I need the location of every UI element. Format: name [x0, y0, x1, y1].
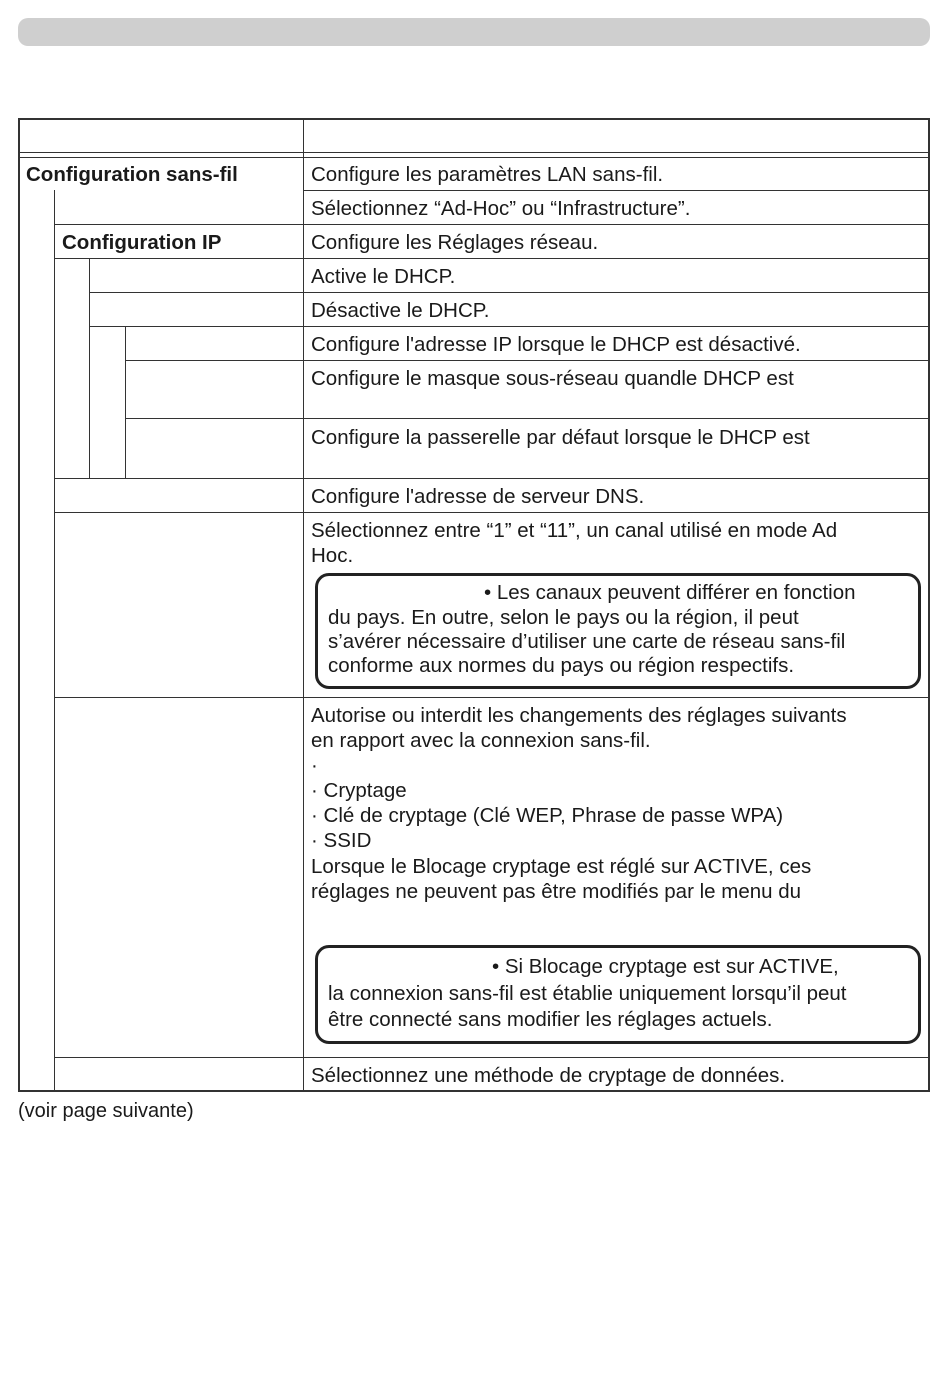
desc-channel: Hoc. [311, 544, 354, 567]
row-divider [54, 512, 930, 513]
row-divider [54, 224, 930, 225]
note-text: • Si Blocage cryptage est sur ACTIVE, [492, 955, 839, 978]
desc-subnet-mask: Configure le masque sous-réseau quandle DHCP est [311, 367, 794, 390]
row-divider [54, 478, 930, 479]
tree-guide [54, 190, 55, 1092]
header-rule [18, 157, 930, 158]
row-divider [303, 190, 930, 191]
label-configuration-ip: Configuration IP [62, 231, 222, 254]
note-text: du pays. En outre, selon le pays ou la région, il peut [328, 606, 799, 629]
desc-dhcp-off: Désactive le DHCP. [311, 299, 490, 322]
row-divider [54, 1057, 930, 1058]
footer-continued: (voir page suivante) [18, 1100, 194, 1122]
note-text: être connecté sans modifier les réglages actuels. [328, 1008, 773, 1031]
desc-mode: Sélectionnez “Ad-Hoc” ou “Infrastructure”. [311, 197, 691, 220]
note-text: conforme aux normes du pays ou région respectifs. [328, 654, 795, 677]
desc-dns: Configure l'adresse de serveur DNS. [311, 485, 645, 508]
desc-dhcp-on: Active le DHCP. [311, 265, 456, 288]
list-item: · [311, 754, 318, 777]
header-bar [18, 18, 930, 46]
desc-lock: en rapport avec la connexion sans-fil. [311, 729, 651, 752]
list-item: · Cryptage [311, 779, 407, 802]
note-text: • Les canaux peuvent différer en fonction [484, 581, 856, 604]
list-item: · Clé de cryptage (Clé WEP, Phrase de passe WPA) [311, 804, 784, 827]
desc-encryption: Sélectionnez une méthode de cryptage de données. [311, 1064, 786, 1087]
desc-channel: Sélectionnez entre “1” et “11”, un canal utilisé en mode Ad [311, 519, 838, 542]
desc-config-ip: Configure les Réglages réseau. [311, 231, 599, 254]
row-divider [54, 697, 930, 698]
desc-lock: Lorsque le Blocage cryptage est réglé sur ACTIVE, ces [311, 855, 812, 878]
desc-lock: Autorise ou interdit les changements des réglages suivants [311, 704, 847, 727]
desc-ip-address: Configure l'adresse IP lorsque le DHCP est désactivé. [311, 333, 801, 356]
row-divider [125, 360, 930, 361]
note-text: s’avérer nécessaire d’utiliser une carte de réseau sans-fil [328, 630, 846, 653]
row-divider [54, 258, 930, 259]
row-divider [89, 326, 930, 327]
column-divider [303, 118, 304, 1092]
row-divider [89, 292, 930, 293]
header-rule [18, 152, 930, 153]
row-divider [125, 418, 930, 419]
list-item: · SSID [311, 829, 372, 852]
desc-lock: réglages ne peuvent pas être modifiés par le menu du [311, 880, 802, 903]
note-text: la connexion sans-fil est établie uniquement lorsqu’il peut [328, 982, 847, 1005]
desc-config-sans-fil: Configure les paramètres LAN sans-fil. [311, 163, 664, 186]
tree-guide [89, 258, 90, 478]
label-configuration-sans-fil: Configuration sans-fil [26, 163, 238, 186]
desc-gateway: Configure la passerelle par défaut lorsque le DHCP est [311, 426, 810, 449]
tree-guide [125, 326, 126, 478]
